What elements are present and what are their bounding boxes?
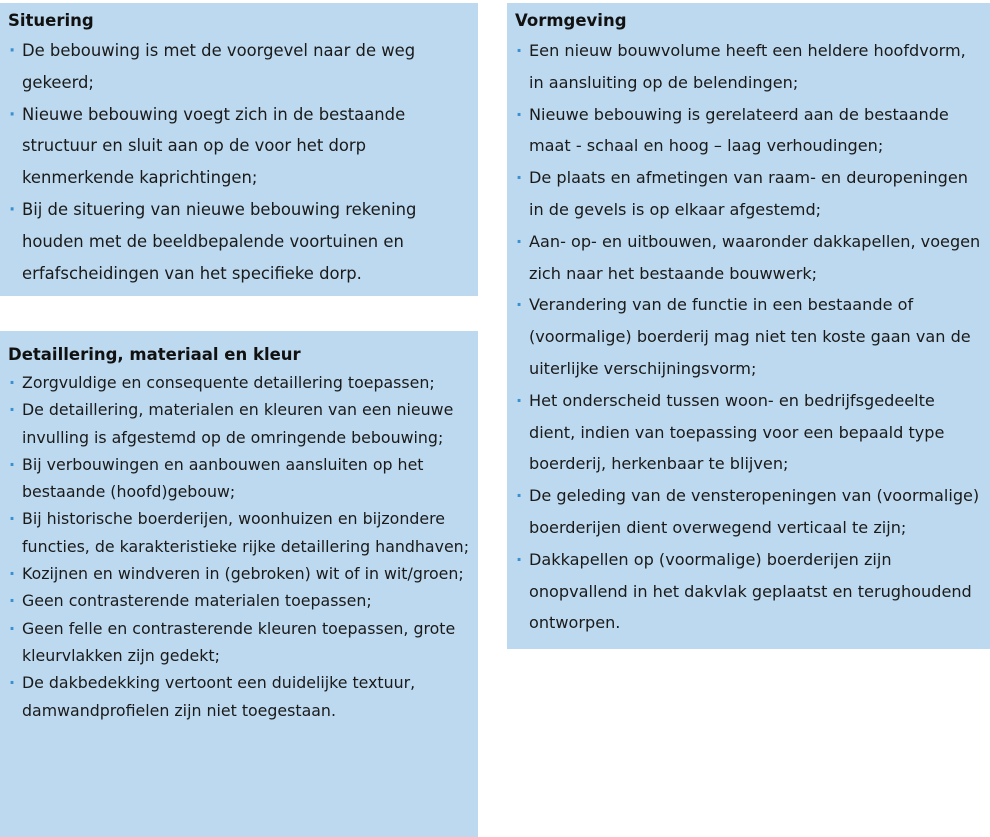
list-item: · Kozijnen en windveren in (gebroken) wit of in wit/groen; [8, 560, 470, 587]
situering-list [8, 35, 470, 289]
detaillering-heading: Detaillering, materiaal en kleur [8, 345, 301, 364]
vormgeving-list [515, 35, 984, 639]
vormgeving-panel [507, 3, 990, 649]
list-item: · Nieuwe bebouwing is gerelateerd aan de bestaande maat - schaal en hoog – laag verhoudingen; [515, 99, 984, 163]
list-item: · De geleding van de vensteropeningen van (voormalige) boerderijen dient overwegend verticaal te zijn; [515, 480, 984, 544]
detaillering-panel [0, 331, 478, 837]
list-item: · Geen felle en contrasterende kleuren toepassen, grote kleurvlakken zijn gedekt; [8, 615, 470, 670]
list-item: · Geen contrasterende materialen toepassen; [8, 587, 470, 614]
list-item: · Nieuwe bebouwing voegt zich in de bestaande structuur en sluit aan op de voor het dorp kenmerkende kaprichtingen; [8, 99, 470, 194]
list-item: · Verandering van de functie in een bestaande of (voormalige) boerderij mag niet ten koste gaan van de uiterlijke verschijningsvorm; [515, 289, 984, 384]
list-item: · Bij verbouwingen en aanbouwen aansluiten op het bestaande (hoofd)gebouw; [8, 451, 470, 506]
situering-heading: Situering [8, 11, 94, 30]
list-item: · De dakbedekking vertoont een duidelijke textuur, damwandprofielen zijn niet toegestaan. [8, 669, 470, 724]
vormgeving-heading: Vormgeving [515, 11, 627, 30]
list-item: · Een nieuw bouwvolume heeft een heldere hoofdvorm, in aansluiting op de belendingen; [515, 35, 984, 99]
detaillering-list [8, 369, 470, 724]
list-item: · Het onderscheid tussen woon- en bedrijfsgedeelte dient, indien van toepassing voor een bepaald type boerderij, herkenbaar te blijven; [515, 385, 984, 480]
list-item: · De detaillering, materialen en kleuren van een nieuwe invulling is afgestemd op de omringende bebouwing; [8, 396, 470, 451]
list-item: · De plaats en afmetingen van raam- en deuropeningen in de gevels is op elkaar afgestemd; [515, 162, 984, 226]
list-item: · De bebouwing is met de voorgevel naar de weg gekeerd; [8, 35, 470, 99]
situering-panel [0, 3, 478, 296]
list-item: · Dakkapellen op (voormalige) boerderijen zijn onopvallend in het dakvlak geplaatst en terughoudend ontworpen. [515, 544, 984, 639]
list-item: · Bij historische boerderijen, woonhuizen en bijzondere functies, de karakteristieke rijke detaillering handhaven; [8, 505, 470, 560]
list-item: · Zorgvuldige en consequente detaillering toepassen; [8, 369, 470, 396]
list-item: · Aan- op- en uitbouwen, waaronder dakkapellen, voegen zich naar het bestaande bouwwerk; [515, 226, 984, 290]
list-item: · Bij de situering van nieuwe bebouwing rekening houden met de beeldbepalende voortuinen en erfafscheidingen van het specifieke dorp. [8, 194, 470, 289]
